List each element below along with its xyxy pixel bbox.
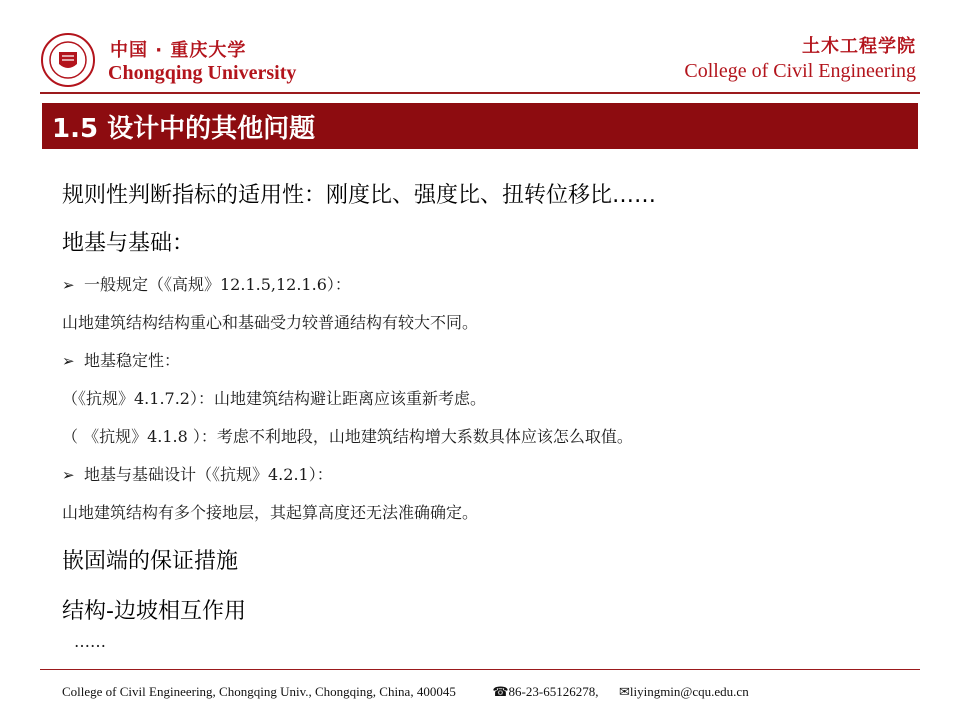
- slide-title: 1.5 设计中的其他问题: [52, 114, 316, 144]
- footer-address: College of Civil Engineering, Chongqing Univ., Chongqing, China, 400045: [62, 684, 456, 699]
- university-seal-logo: [40, 32, 96, 88]
- embedded-end-heading: 嵌固端的保证措施: [62, 549, 239, 574]
- footer-divider: [40, 669, 920, 670]
- footer-phone: 86-23-65126278,: [508, 684, 599, 699]
- general-rules-text: 山地建筑结构结构重心和基础受力较普通结构有较大不同。: [62, 313, 479, 332]
- foundation-heading: 地基与基础：: [62, 231, 195, 256]
- foundation-design-text: 山地建筑结构有多个接地层，其起算高度还无法准确确定。: [62, 503, 479, 522]
- ellipsis-text: ……: [74, 632, 106, 651]
- university-name-en: Chongqing University: [108, 62, 297, 84]
- arrow-bullet-icon: ➢: [62, 276, 75, 294]
- university-name-cn: 中国 · 重庆大学: [110, 40, 247, 61]
- bullet-general-rules: [62, 272, 351, 295]
- header-divider: [40, 92, 920, 94]
- slope-interaction-heading: 结构-边坡相互作用: [62, 599, 246, 624]
- bullet-text: 地基与基础设计（《抗规》4.2.1）：: [84, 465, 333, 484]
- stability-text-a: （《抗规》4.1.7.2）：山地建筑结构避让距离应该重新考虑。: [62, 389, 486, 408]
- college-name-en: College of Civil Engineering: [684, 60, 916, 82]
- footer: [62, 684, 749, 700]
- phone-icon: ☎: [492, 684, 509, 699]
- stability-text-b: （ 《抗规》4.1.8 ）：考虑不利地段，山地建筑结构增大系数具体应该怎么取值。: [62, 427, 633, 446]
- college-name-cn: 土木工程学院: [802, 36, 916, 57]
- bullet-stability: [62, 348, 180, 371]
- email-icon: ✉: [618, 684, 630, 699]
- bullet-foundation-design: [62, 462, 333, 485]
- footer-email[interactable]: liyingmin@cqu.edu.cn: [629, 684, 749, 699]
- bullet-text: 地基稳定性：: [84, 351, 181, 370]
- applicability-line: 规则性判断指标的适用性：刚度比、强度比、扭转位移比……: [62, 183, 657, 208]
- arrow-bullet-icon: ➢: [62, 352, 75, 370]
- bullet-text: 一般规定（《高规》12.1.5,12.1.6）：: [84, 275, 351, 294]
- arrow-bullet-icon: ➢: [62, 466, 75, 484]
